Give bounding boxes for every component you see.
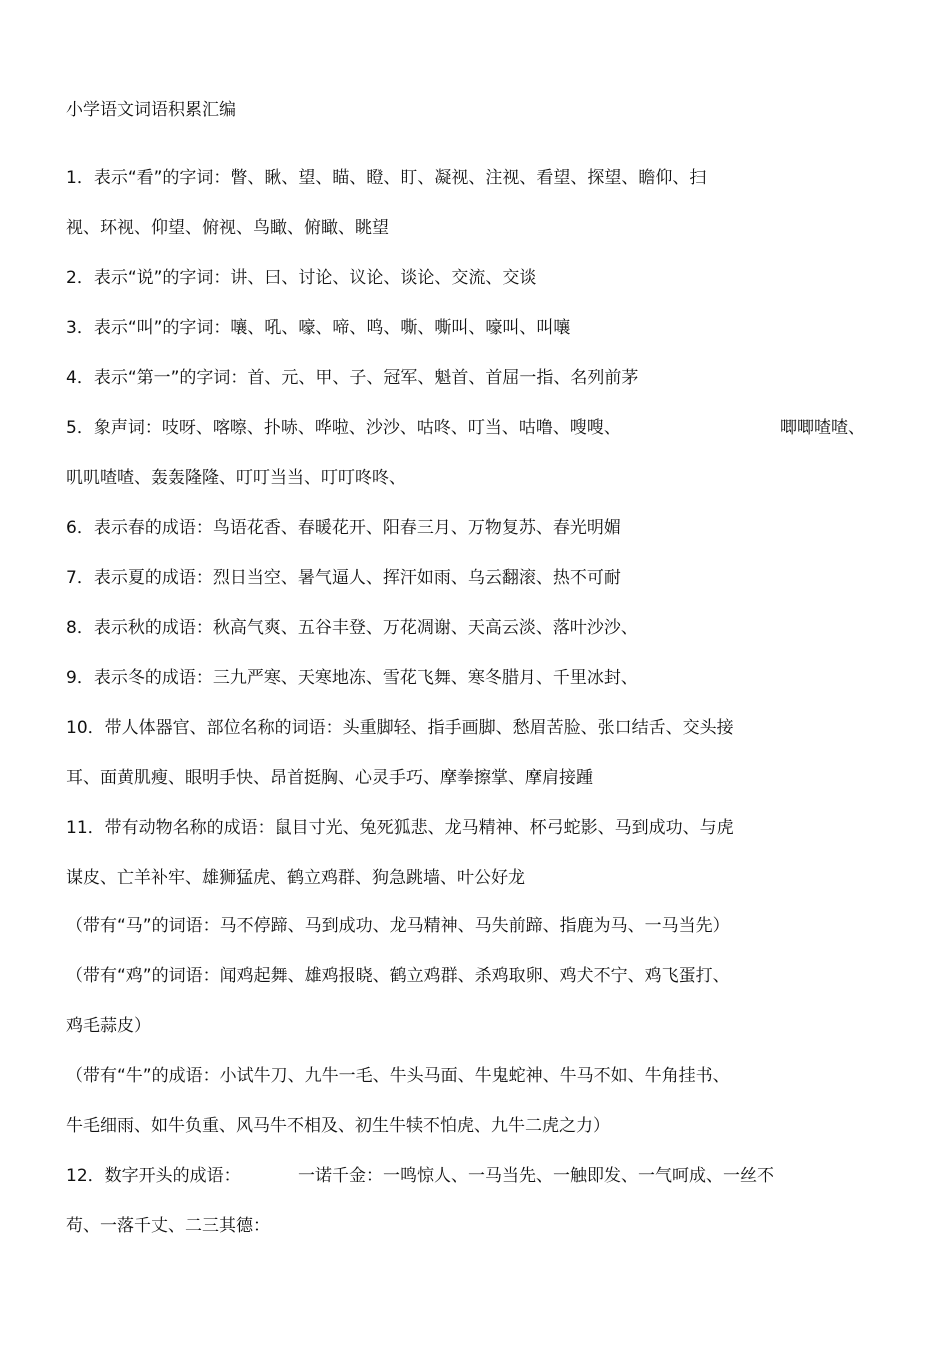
text-line-tail: 唧唧喳喳、: [780, 418, 865, 438]
text-line: 1．表示“看”的字词：瞥、瞅、望、瞄、瞪、盯、凝视、注视、看望、探望、瞻仰、扫: [66, 168, 707, 188]
text-line: 10．带人体器官、部位名称的词语：头重脚轻、指手画脚、愁眉苦脸、张口结舌、交头接: [66, 718, 734, 738]
text-line: （带有“鸡”的词语：闻鸡起舞、雄鸡报晓、鹤立鸡群、杀鸡取卵、鸡犬不宁、鸡飞蛋打、: [66, 966, 730, 986]
text-line: 鸡毛蒜皮）: [66, 1016, 151, 1036]
document-title: 小学语文词语积累汇编: [66, 100, 236, 120]
text-line: 叽叽喳喳、轰轰隆隆、叮叮当当、叮叮咚咚、: [66, 468, 406, 488]
text-line: 牛毛细雨、如牛负重、风马牛不相及、初生牛犊不怕虎、九牛二虎之力）: [66, 1116, 610, 1136]
text-line: 12．数字开头的成语：: [66, 1166, 241, 1186]
text-line: 6．表示春的成语：鸟语花香、春暖花开、阳春三月、万物复苏、春光明媚: [66, 518, 621, 538]
text-line: 谋皮、亡羊补牢、雄狮猛虎、鹤立鸡群、狗急跳墙、叶公好龙: [66, 868, 525, 888]
text-line: 9．表示冬的成语：三九严寒、天寒地冻、雪花飞舞、寒冬腊月、千里冰封、: [66, 668, 638, 688]
text-line: 耳、面黄肌瘦、眼明手快、昂首挺胸、心灵手巧、摩拳擦掌、摩肩接踵: [66, 768, 593, 788]
text-line: （带有“牛”的成语：小试牛刀、九牛一毛、牛头马面、牛鬼蛇神、牛马不如、牛角挂书、: [66, 1066, 730, 1086]
text-line: 7．表示夏的成语：烈日当空、暑气逼人、挥汗如雨、乌云翻滚、热不可耐: [66, 568, 621, 588]
text-line: （带有“马”的词语：马不停蹄、马到成功、龙马精神、马失前蹄、指鹿为马、一马当先）: [66, 916, 730, 936]
text-line: 视、环视、仰望、俯视、鸟瞰、俯瞰、眺望: [66, 218, 389, 238]
text-line: 3．表示“叫”的字词：嚷、吼、嚎、啼、鸣、嘶、嘶叫、嚎叫、叫嚷: [66, 318, 571, 338]
text-line: 4．表示“第一”的字词：首、元、甲、子、冠军、魁首、首屈一指、名列前茅: [66, 368, 639, 388]
text-line: 11．带有动物名称的成语：鼠目寸光、兔死狐悲、龙马精神、杯弓蛇影、马到成功、与虎: [66, 818, 734, 838]
text-line: 5．象声词：吱呀、喀嚓、扑哧、哗啦、沙沙、咕咚、叮当、咕噜、嗖嗖、: [66, 418, 621, 438]
text-line-tail: 一诺千金：一鸣惊人、一马当先、一触即发、一气呵成、一丝不: [298, 1166, 774, 1186]
text-line: 8．表示秋的成语：秋高气爽、五谷丰登、万花凋谢、天高云淡、落叶沙沙、: [66, 618, 638, 638]
text-line: 2．表示“说”的字词：讲、曰、讨论、议论、谈论、交流、交谈: [66, 268, 537, 288]
text-line: 苟、一落千丈、二三其德：: [66, 1216, 270, 1236]
